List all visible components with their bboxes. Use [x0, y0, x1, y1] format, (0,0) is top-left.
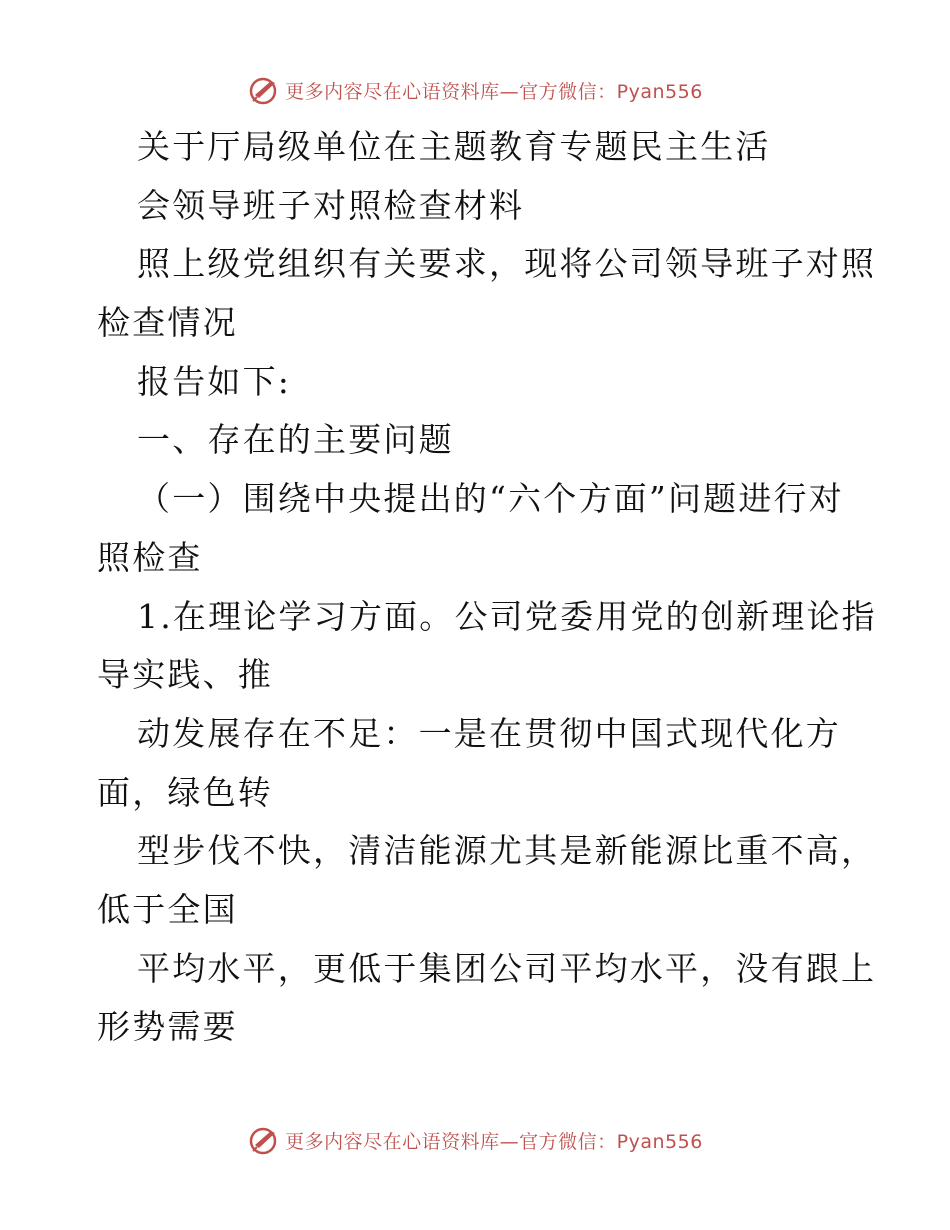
paragraph-line: 型步伐不快，清洁能源尤其是新能源比重不高，: [137, 831, 877, 871]
footer-watermark: [0, 1120, 950, 1160]
paragraph-line: （一）围绕中央提出的“六个方面”问题进行对: [137, 479, 844, 519]
watermark-text: 更多内容尽在心语资料库—官方微信：Pyan556: [285, 80, 703, 103]
paragraph-line: 照检查: [97, 537, 203, 577]
pen-logo-icon: [247, 1123, 281, 1157]
paragraph-line: 一、存在的主要问题: [137, 420, 454, 460]
header-watermark: [0, 70, 950, 110]
paragraph-line: 动发展存在不足：一是在贯彻中国式现代化方: [137, 713, 841, 753]
paragraph-line: 平均水平，更低于集团公司平均水平，没有跟上: [137, 948, 877, 988]
pen-logo-icon: [247, 73, 281, 107]
paragraph-line: 1.在理论学习方面。公司党委用党的创新理论指: [137, 596, 877, 636]
paragraph-line: 照上级党组织有关要求，现将公司领导班子对照: [137, 244, 877, 284]
paragraph-line: 导实践、推: [97, 655, 273, 695]
paragraph-line: 低于全国: [97, 889, 238, 929]
paragraph-line: 形势需要: [97, 1007, 238, 1047]
document-body: [97, 118, 877, 1057]
paragraph-line: 报告如下:: [137, 361, 292, 401]
watermark-text: 更多内容尽在心语资料库—官方微信：Pyan556: [285, 1130, 703, 1153]
paragraph-line: 检查情况: [97, 303, 238, 343]
paragraph-line: 面，绿色转: [97, 772, 273, 812]
paragraph-line: 会领导班子对照检查材料: [137, 185, 525, 225]
paragraph-line: 关于厅局级单位在主题教育专题民主生活: [137, 127, 771, 166]
